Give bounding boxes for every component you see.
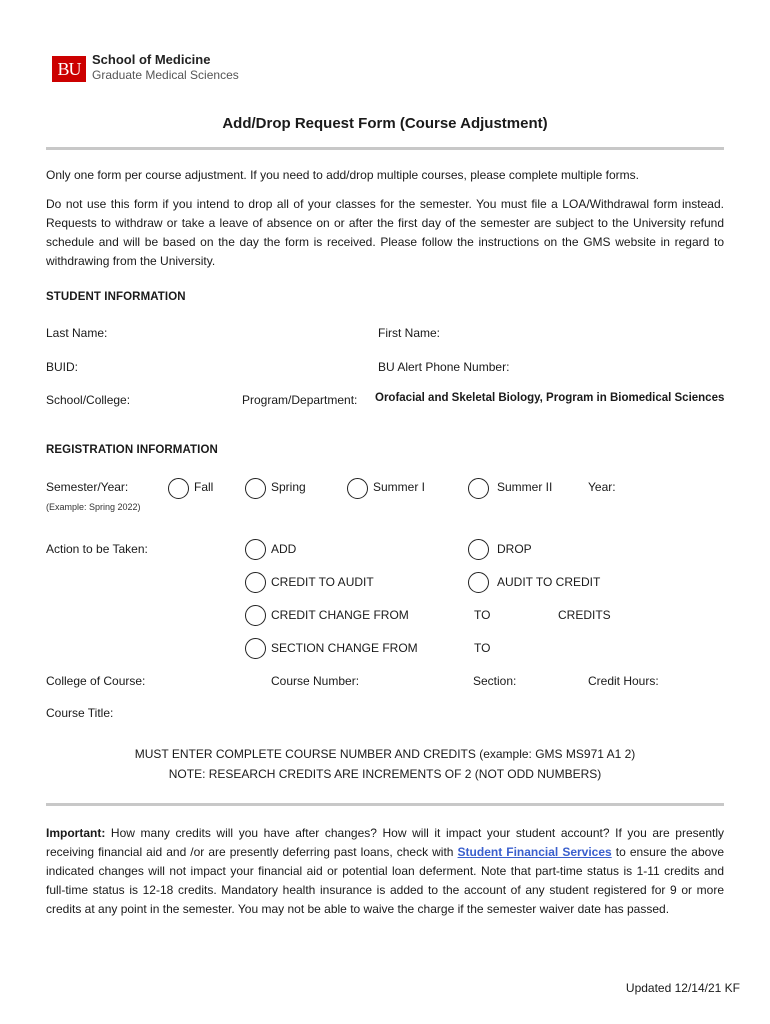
spring-radio[interactable]	[245, 478, 266, 499]
student-financial-services-link[interactable]: Student Financial Services	[457, 845, 612, 859]
last-name-label: Last Name:	[46, 326, 108, 340]
semester-example: (Example: Spring 2022)	[46, 502, 141, 512]
summer-1-radio[interactable]	[347, 478, 368, 499]
section-change-label: SECTION CHANGE FROM	[271, 641, 418, 655]
credit-change-to-label: TO	[474, 608, 491, 622]
page-title: Add/Drop Request Form (Course Adjustment)	[222, 115, 548, 132]
bu-logo: BU	[52, 56, 86, 82]
buid-label: BUID:	[46, 360, 79, 374]
drop-radio[interactable]	[468, 539, 489, 560]
fall-label: Fall	[194, 480, 214, 494]
important-paragraph	[46, 824, 724, 919]
credit-hours-label: Credit Hours:	[588, 674, 659, 688]
college-of-course-label: College of Course:	[46, 674, 146, 688]
summer-1-label: Summer I	[373, 480, 426, 494]
section-label: Section:	[473, 674, 517, 688]
research-credits-note: NOTE: RESEARCH CREDITS ARE INCREMENTS OF 2 (NOT ODD NUMBERS)	[168, 767, 602, 781]
course-title-label: Course Title:	[46, 706, 114, 720]
student-info-header: STUDENT INFORMATION	[46, 291, 186, 303]
program-value[interactable]: Orofacial and Skeletal Biology, Program in Biomedical Sciences	[375, 392, 725, 404]
section-change-to-label: TO	[474, 641, 491, 655]
credit-change-label: CREDIT CHANGE FROM	[271, 608, 409, 622]
drop-label: DROP	[497, 542, 532, 556]
section-divider	[46, 803, 724, 806]
intro-paragraph-1: Only one form per course adjustment. If you need to add/drop multiple courses, please complete multiple forms.	[46, 168, 639, 182]
school-label: School/College:	[46, 393, 131, 407]
summer-2-radio[interactable]	[468, 478, 489, 499]
title-divider	[46, 147, 724, 150]
course-number-note: MUST ENTER COMPLETE COURSE NUMBER AND CREDITS (example: GMS MS971 A1 2)	[134, 747, 636, 761]
section-change-radio[interactable]	[245, 638, 266, 659]
program-label: Program/Department:	[242, 393, 358, 407]
updated-date: Updated 12/14/21 KF	[625, 981, 740, 995]
intro-paragraph-2: Do not use this form if you intend to drop all of your classes for the semester. You must file a LOA/Withdrawal form instead. Requests to withdraw or take a leave of absence on or after the first day of the semester are subject to the University refund schedule and will be based on the day the form is received. Please follow the instructions on the GMS website in regard to withdrawing from the University.	[46, 197, 724, 268]
logo-school-name: School of Medicine	[92, 52, 211, 67]
course-number-label: Course Number:	[271, 674, 360, 688]
action-label: Action to be Taken:	[46, 542, 148, 556]
credit-to-audit-label: CREDIT TO AUDIT	[271, 575, 374, 589]
important-text-before: How many credits will you have after changes? How will it impact your student account? If you are presently receiving financial aid and /or are presently deferring past loans, check with	[46, 826, 724, 859]
fall-radio[interactable]	[168, 478, 189, 499]
add-label: ADD	[271, 542, 297, 556]
credit-change-radio[interactable]	[245, 605, 266, 626]
semester-label: Semester/Year:	[46, 480, 129, 494]
important-text-after: to ensure the above indicated changes will not impact your financial aid or potential loan deferment. Note that part-time status is 1-11 credits and full-time status is 12-18 credits. Mandatory health insurance is added to the account of any student registered for 9 or more credits at any point in the semester. You may not be able to waive the charge if the semester waiver date has passed.	[46, 845, 724, 916]
important-label: Important:	[46, 826, 106, 840]
credits-label: CREDITS	[558, 608, 611, 622]
audit-to-credit-radio[interactable]	[468, 572, 489, 593]
registration-info-header: REGISTRATION INFORMATION	[46, 444, 218, 456]
alert-phone-label: BU Alert Phone Number:	[378, 360, 510, 374]
add-radio[interactable]	[245, 539, 266, 560]
first-name-label: First Name:	[378, 326, 441, 340]
credit-to-audit-radio[interactable]	[245, 572, 266, 593]
summer-2-label: Summer II	[497, 480, 553, 494]
spring-label: Spring	[271, 480, 306, 494]
year-label: Year:	[588, 480, 616, 494]
logo-department-name: Graduate Medical Sciences	[92, 68, 239, 82]
audit-to-credit-label: AUDIT TO CREDIT	[497, 575, 601, 589]
